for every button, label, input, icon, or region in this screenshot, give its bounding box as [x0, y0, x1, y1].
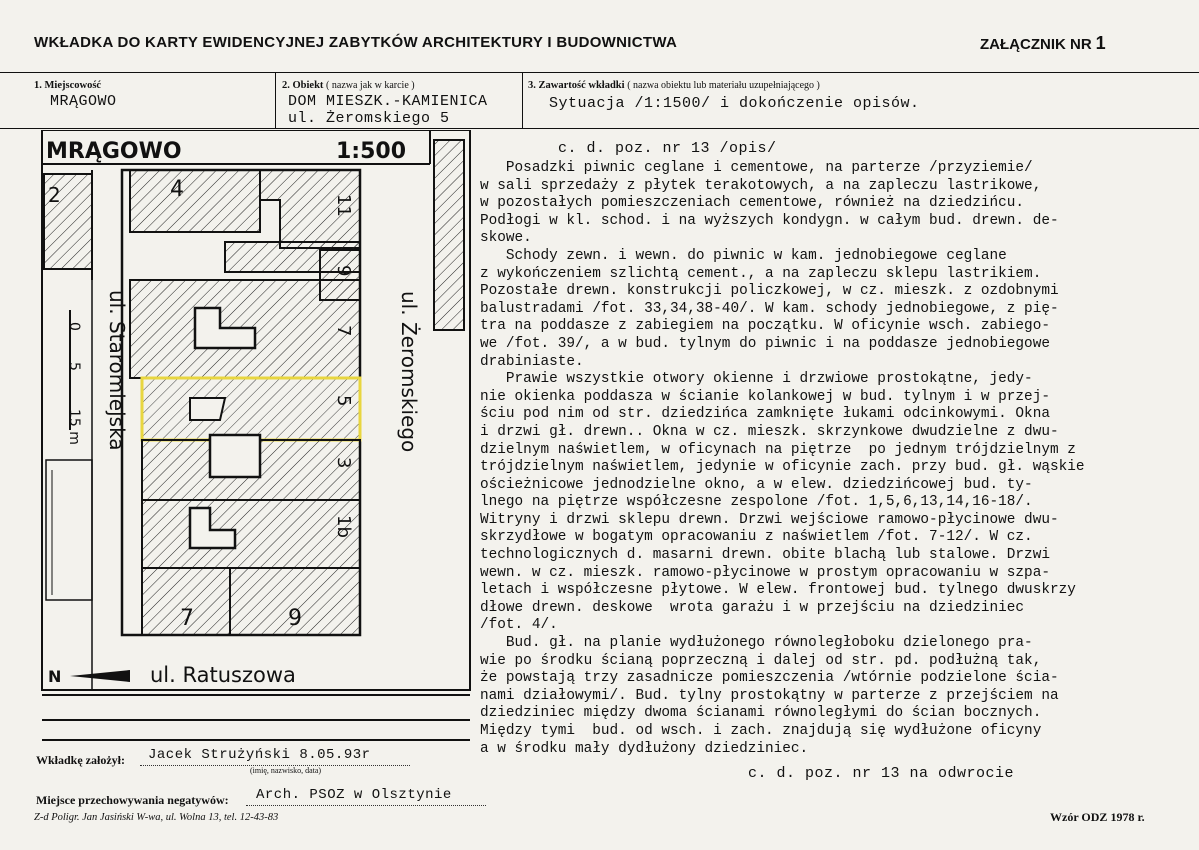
description-line: tra na poddasze z zabiegiem na początku. W oficynie wsch. zabiego-: [480, 318, 1050, 335]
description-line: dłowe drewn. deskowe wrota garażu i w przejściu na dziedziniec: [480, 599, 1025, 616]
description-line: Między tymi bud. od wsch. i zach. znajdują się wydłużone oficyny: [480, 723, 1042, 739]
negatives-value: Arch. PSOZ w Olsztynie: [256, 787, 452, 803]
description-line: ościeżnicowe jednodzielne okno, a w elew. dziedzińcowej bud. ty-: [480, 476, 1033, 493]
description-line: drabiniaste.: [480, 353, 584, 370]
locality-value: MRĄGOWO: [50, 93, 117, 110]
description-line: w sali sprzedaży z płytek terakotowych, a na zapleczu lastrikowe,: [480, 177, 1042, 194]
description-line: skrzydłowe w bogatym opracowaniu z naświetlem /fot. 7-12/. W cz.: [480, 529, 1033, 546]
description-line: nie okienka poddasza w ścianie kolankowej w bud. tylnym i w przej-: [480, 388, 1050, 405]
attachment-number: [980, 33, 1106, 54]
description-line: Prawie wszystkie otwory okienne i drzwiowe prostokątne, jedy-: [480, 371, 1033, 388]
description-line: wewn. w cz. mieszk. ramowo-płycinowe w prostym opracowaniu w szpa-: [480, 564, 1050, 581]
parcel-label-11: 11: [333, 194, 354, 217]
form-model: Wzór ODZ 1978 r.: [1050, 810, 1145, 824]
description-line: w pozostałych pomieszczeniach cementowe, również na dziedzińcu.: [480, 195, 1025, 212]
map-scale-label: 1:500: [336, 139, 407, 164]
scale-0: 0: [66, 322, 82, 331]
field-divider-1: [275, 72, 276, 128]
founder-value: Jacek Strużyński 8.05.93r: [148, 747, 371, 763]
description-line: letach i współczesne płytowe. W elew. frontowej bud. tylnego dwuskrzy: [480, 582, 1076, 599]
content-hint: ( nazwa obiektu lub materiału uzupełniającego ): [627, 80, 820, 91]
description-heading: c. d. poz. nr 13 /opis/: [558, 140, 777, 157]
site-plan-map: [30, 130, 475, 748]
description-line: technologicznych d. masarni drewn. obite blachą lub stalowe. Drzwi: [480, 547, 1050, 564]
header-divider: [0, 72, 1199, 73]
content-value: Sytuacja /1:1500/ i dokończenie opisów.: [549, 95, 920, 112]
description-line: Witryny i drzwi sklepu drewn. Drzwi wejściowe ramowo-płycinowe dwu-: [480, 511, 1059, 528]
street-ratuszowa: ul. Ratuszowa: [150, 663, 296, 687]
description-line: wie po środku ścianą poprzeczną i dalej od str. pd. podłużną tak,: [480, 652, 1042, 669]
form-title: WKŁADKA DO KARTY EWIDENCYJNEJ ZABYTKÓW ARCHITEKTURY I BUDOWNICTWA: [34, 34, 678, 51]
description-line: z wykończeniem szlichtą cement., a na zapleczu sklepu lastrikiem.: [480, 265, 1042, 282]
object-value-line2: ul. Żeromskiego 5: [288, 110, 450, 127]
parcel-label-7b: 7: [180, 606, 194, 631]
description-line: że powstają trzy zasadnicze pomieszczenia /wtórnie podzielone ściа-: [480, 670, 1059, 687]
content-label: [528, 80, 820, 91]
object-hint: ( nazwa jak w karcie ): [326, 80, 415, 91]
negatives-label: Miejsce przechowywania negatywów:: [36, 793, 229, 807]
description-line: we /fot. 39/, a w bud. tylnym do piwnic i na poddasze jednobiegowe: [480, 335, 1050, 352]
description-line: Bud. gł. na planie wydłużonego równoległoboku dzielonego pra-: [480, 635, 1033, 652]
description-line: dziedziniec między dwoma ścianami równoległymi do ścian bocznych.: [480, 705, 1042, 722]
parcel-label-9b: 9: [288, 606, 302, 631]
scale-5: 5: [66, 362, 82, 371]
description-body: [480, 160, 1199, 758]
object-label-text: 2. Obiekt: [282, 80, 324, 91]
parcel-label-4: 4: [170, 177, 184, 202]
description-line: Schody zewn. i wewn. do piwnic w kam. jednobiegowe ceglane: [480, 247, 1007, 264]
attachment-value: 1: [1095, 33, 1106, 53]
founder-label: Wkładkę założył:: [36, 753, 125, 767]
fields-bottom-line: [0, 128, 1199, 129]
parcel-label-1b: 1b: [333, 515, 354, 538]
founder-hint: (imię, nazwisko, data): [250, 766, 322, 775]
negatives-line: [246, 805, 486, 806]
parcel-label-3: 3: [333, 457, 354, 469]
north-arrow-icon: N: [48, 667, 62, 686]
street-staromiejska: ul. Staromiejska: [105, 290, 129, 451]
description-line: i drzwi gł. drewn.. Okna w cz. mieszk. skrzynkowe dwudzielne z dwu-: [480, 423, 1059, 440]
parcel-label-9: 9: [333, 265, 354, 277]
map-town-label: MRĄGOWO: [46, 139, 182, 164]
locality-label: 1. Miejscowość: [34, 80, 102, 91]
object-label: [282, 80, 415, 91]
description-line: dzielnym naświetlem, w oficynach na piętrze po jednym trójdzielnym z: [480, 441, 1076, 458]
field-divider-2: [522, 72, 523, 128]
parcel-5: [142, 378, 360, 440]
content-label-text: 3. Zawartość wkładki: [528, 80, 625, 91]
attachment-label: ZAŁĄCZNIK NR: [980, 36, 1092, 53]
description-line: balustradami /fot. 33,34,38-40/. W kam. schody jednobiegowe, z pię-: [480, 300, 1059, 317]
printer-info: Z-d Poligr. Jan Jasiński W-wa, ul. Wolna 13, tel. 12-43-83: [34, 812, 279, 823]
continuation-note: c. d. poz. nr 13 na odwrocie: [748, 765, 1015, 782]
description-line: Podłogi w kl. schod. i na wyższych kondygn. w całym bud. drewn. de-: [480, 212, 1059, 229]
object-value-line1: DOM MIESZK.-KAMIENICA: [288, 93, 488, 110]
building-east: [434, 140, 464, 330]
parcel-1b: [142, 500, 360, 568]
parcel-label-2: 2: [48, 183, 61, 207]
scale-15: 15 m: [66, 409, 82, 445]
description-line: ściu pod nim od str. dziedzińca zamknięte łukami odcinkowymi. Okna: [480, 406, 1050, 423]
description-line: a w środku mały dydłużony dziedziniec.: [480, 740, 809, 757]
description-line: nami działowymi/. Bud. tylny prostokątny w parterze z przejściem na: [480, 687, 1059, 704]
description-line: skowe.: [480, 230, 532, 247]
description-line: /fot. 4/.: [480, 617, 558, 634]
description-line: trójdzielnym naświetlem, jedynie w oficynie zach. przy bud. gł. wąskie: [480, 459, 1085, 476]
description-line: Posadzki piwnic ceglane i cementowe, na parterze /przyziemie/: [480, 160, 1033, 176]
description-line: lnego na piętrze współczesne zespolone /fot. 1,5,6,13,14,16-18/.: [480, 494, 1033, 511]
parcel-label-5: 5: [333, 395, 354, 407]
street-zeromskiego: ul. Żeromskiego: [397, 291, 421, 453]
parcel-label-7: 7: [333, 325, 354, 337]
description-line: Pozostałe drewn. konstrukcji policzkowej, w cz. mieszk. z ozdobnymi: [480, 283, 1059, 300]
